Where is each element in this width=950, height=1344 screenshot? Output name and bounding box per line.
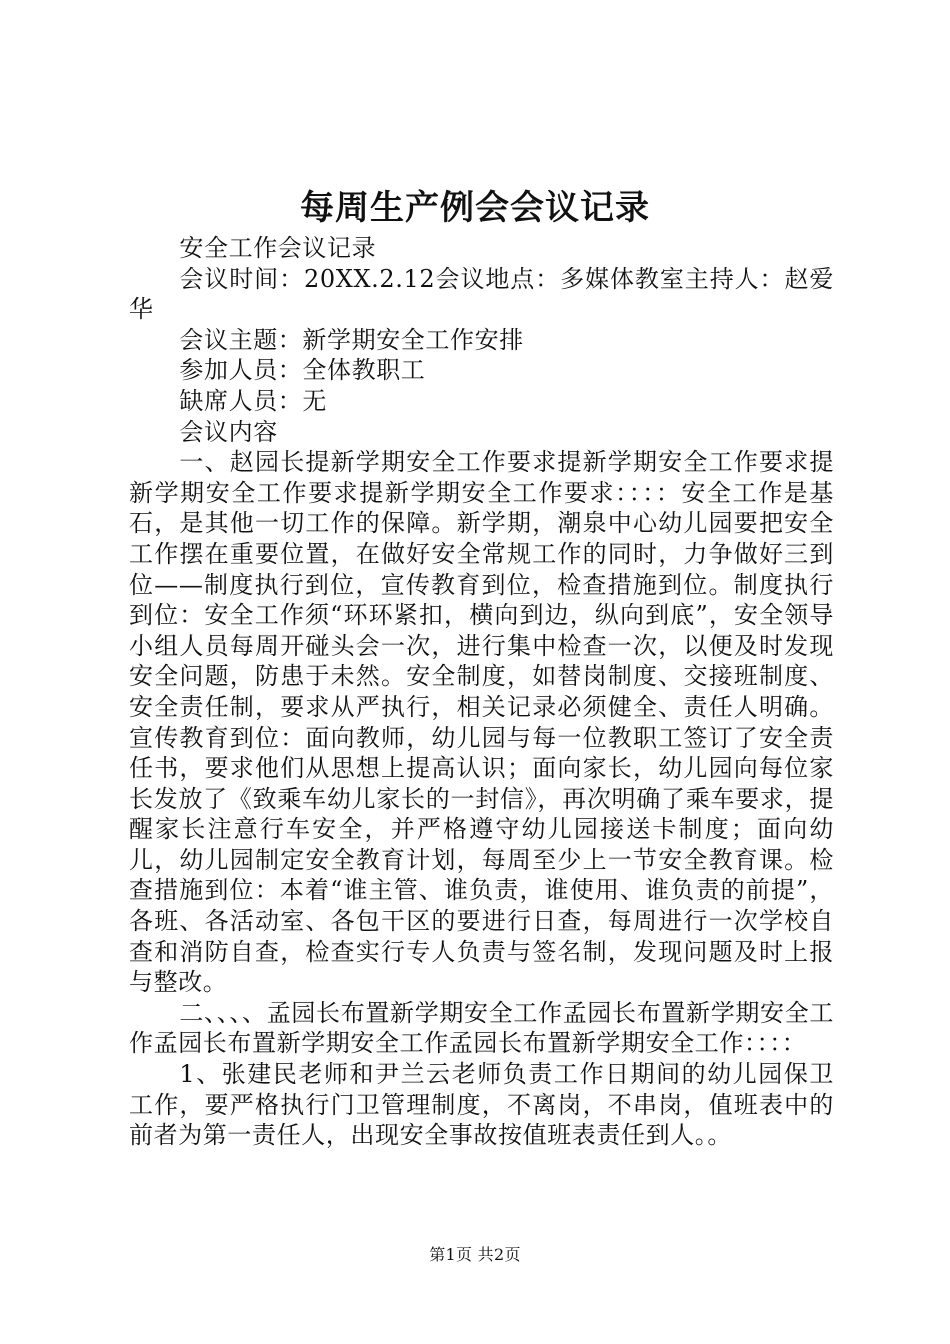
paragraph-content-heading: 会议内容	[179, 417, 278, 446]
paragraph-attendees: 参加人员：全体教职工	[179, 356, 426, 385]
paragraph-meeting-info: 会议时间：20XX.2.12会议地点：多媒体教室主持人：赵爱华	[129, 264, 834, 324]
document-body	[129, 233, 834, 1151]
document-title: 每周生产例会会议记录	[300, 188, 650, 228]
paragraph-absentees: 缺席人员：无	[179, 386, 327, 415]
page-indicator: 第1页 共2页	[429, 1245, 521, 1264]
paragraph-section-two: 二、、、、孟园长布置新学期安全工作孟园长布置新学期安全工作孟园长布置新学期安全工作孟园长布置新学期安全工作：：：：	[129, 998, 834, 1058]
paragraph-section-one: 一、赵园长提新学期安全工作要求提新学期安全工作要求提新学期安全工作要求提新学期安全工作要求：：：：安全工作是基石，是其他一切工作的保障。新学期，潮泉中心幼儿园要把安全工作摆在重要位置，在做好安全常规工作的同时，力争做好三到位——制度执行到位，宣传教育到位，检查措施到位。制度执行到位：安全工作须“环环紧扣，横向到边，纵向到底”，安全领导小组人员每周开碰头会一次，进行集中检查一次，以便及时发现安全问题，防患于未然。安全制度，如替岗制度、交接班制度、安全责任制，要求从严执行，相关记录必须健全、责任人明确。宣传教育到位：面向教师，幼儿园与每一位教职工签订了安全责任书，要求他们从思想上提高认识；面向家长，幼儿园向每位家长发放了《致乘车幼儿家长的一封信》，再次明确了乘车要求，提醒家长注意行车安全，并严格遵守幼儿园接送卡制度；面向幼儿，幼儿园制定安全教育计划，每周至少上一节安全教育课。检查措施到位：本着“谁主管、谁负责，谁使用、谁负责的前提”，各班、各活动室、各包干区的要进行日查，每周进行一次学校自查和消防自查，检查实行专人负责与签名制，发现问题及时上报与整改。	[129, 448, 834, 997]
paragraph-heading: 安全工作会议记录	[179, 234, 377, 262]
paragraph-meeting-topic: 会议主题：新学期安全工作安排	[179, 325, 524, 354]
paragraph-item-one: 1、张建民老师和尹兰云老师负责工作日期间的幼儿园保卫工作，要严格执行门卫管理制度，不离岗，不串岗，值班表中的前者为第一责任人，出现安全事故按值班表责任到人。。	[129, 1060, 834, 1150]
